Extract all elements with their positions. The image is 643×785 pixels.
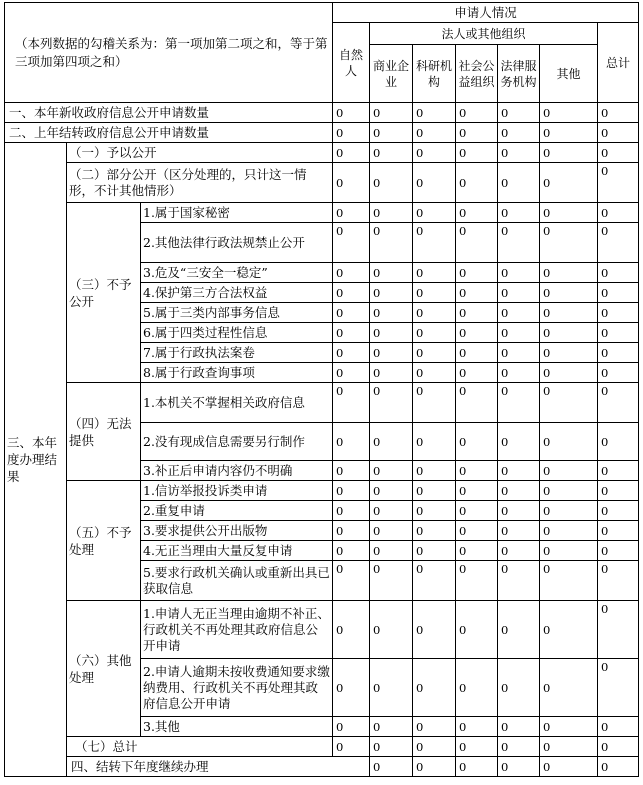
value-cell: 0 <box>456 423 498 461</box>
value-cell: 0 <box>540 521 598 541</box>
value-cell: 0 <box>540 283 598 303</box>
value-cell: 0 <box>498 737 540 757</box>
value-cell: 0 <box>540 343 598 363</box>
value-cell: 0 <box>540 461 598 481</box>
value-cell: 0 <box>540 203 598 223</box>
item-label: 2.没有现成信息需要另行制作 <box>141 423 333 461</box>
value-cell: 0 <box>370 541 413 561</box>
value-cell: 0 <box>370 263 413 283</box>
value-cell: 0 <box>456 103 498 123</box>
col-other: 其他 <box>540 45 598 103</box>
value-cell: 0 <box>456 717 498 737</box>
value-cell: 0 <box>413 363 456 383</box>
item-label: 1.本机关不掌握相关政府信息 <box>141 383 333 423</box>
value-cell: 0 <box>598 737 639 757</box>
value-cell: 0 <box>370 303 413 323</box>
value-cell: 0 <box>413 461 456 481</box>
value-cell: 0 <box>498 481 540 501</box>
value-cell: 0 <box>498 203 540 223</box>
value-cell: 0 <box>333 263 370 283</box>
value-cell: 0 <box>498 501 540 521</box>
value-cell: 0 <box>370 737 413 757</box>
value-cell: 0 <box>598 283 639 303</box>
value-cell: 0 <box>456 343 498 363</box>
value-cell: 0 <box>598 143 639 163</box>
value-cell: 0 <box>598 659 639 717</box>
value-cell: 0 <box>540 123 598 143</box>
value-cell: 0 <box>413 717 456 737</box>
value-cell: 0 <box>413 541 456 561</box>
value-cell: 0 <box>498 123 540 143</box>
row-label: 二、上年结转政府信息公开申请数量 <box>5 123 333 143</box>
value-cell: 0 <box>456 461 498 481</box>
value-cell: 0 <box>413 601 456 659</box>
value-cell: 0 <box>540 541 598 561</box>
value-cell: 0 <box>333 481 370 501</box>
value-cell: 0 <box>413 143 456 163</box>
value-cell: 0 <box>498 143 540 163</box>
value-cell: 0 <box>498 659 540 717</box>
value-cell: 0 <box>540 163 598 203</box>
value-cell: 0 <box>498 757 540 777</box>
value-cell: 0 <box>598 481 639 501</box>
value-cell: 0 <box>540 757 598 777</box>
group-2-label: （二）部分公开（区分处理的，只计这一情形，不计其他情形） <box>67 163 333 203</box>
value-cell: 0 <box>370 163 413 203</box>
value-cell: 0 <box>598 717 639 737</box>
value-cell: 0 <box>456 143 498 163</box>
value-cell: 0 <box>498 383 540 423</box>
value-cell: 0 <box>333 163 370 203</box>
value-cell: 0 <box>456 737 498 757</box>
value-cell: 0 <box>370 223 413 263</box>
value-cell: 0 <box>598 757 639 777</box>
value-cell: 0 <box>498 323 540 343</box>
value-cell: 0 <box>413 123 456 143</box>
col-natural-person: 自然人 <box>333 23 370 103</box>
value-cell: 0 <box>333 561 370 601</box>
value-cell: 0 <box>413 737 456 757</box>
value-cell: 0 <box>598 501 639 521</box>
group-4-label: （四）无法提供 <box>67 383 141 481</box>
value-cell: 0 <box>370 363 413 383</box>
statistics-table <box>4 2 639 777</box>
value-cell: 0 <box>413 343 456 363</box>
value-cell: 0 <box>456 163 498 203</box>
value-cell: 0 <box>498 363 540 383</box>
value-cell: 0 <box>598 461 639 481</box>
value-cell: 0 <box>598 103 639 123</box>
value-cell: 0 <box>333 343 370 363</box>
value-cell: 0 <box>370 757 413 777</box>
value-cell: 0 <box>333 303 370 323</box>
value-cell: 0 <box>413 561 456 601</box>
value-cell: 0 <box>598 323 639 343</box>
value-cell: 0 <box>540 223 598 263</box>
value-cell: 0 <box>370 103 413 123</box>
value-cell: 0 <box>456 601 498 659</box>
value-cell: 0 <box>370 203 413 223</box>
value-cell: 0 <box>333 423 370 461</box>
value-cell: 0 <box>413 383 456 423</box>
col-public-welfare: 社会公益组织 <box>456 45 498 103</box>
applicant-situation-header: 申请人情况 <box>333 3 639 23</box>
value-cell: 0 <box>333 717 370 737</box>
item-label: 5.属于三类内部事务信息 <box>141 303 333 323</box>
value-cell: 0 <box>540 103 598 123</box>
value-cell: 0 <box>540 737 598 757</box>
value-cell: 0 <box>540 717 598 737</box>
value-cell: 0 <box>540 501 598 521</box>
value-cell: 0 <box>498 461 540 481</box>
value-cell: 0 <box>540 363 598 383</box>
value-cell: 0 <box>413 303 456 323</box>
value-cell: 0 <box>456 363 498 383</box>
value-cell: 0 <box>456 283 498 303</box>
item-label: 2.申请人逾期未按收费通知要求缴纳费用、行政机关不再处理其政府信息公开申请 <box>141 659 333 717</box>
value-cell: 0 <box>456 263 498 283</box>
value-cell: 0 <box>370 521 413 541</box>
item-label: 3.危及“三安全一稳定” <box>141 263 333 283</box>
value-cell: 0 <box>370 561 413 601</box>
value-cell: 0 <box>456 223 498 263</box>
value-cell: 0 <box>333 223 370 263</box>
value-cell: 0 <box>540 323 598 343</box>
value-cell: 0 <box>498 263 540 283</box>
value-cell: 0 <box>498 423 540 461</box>
value-cell: 0 <box>413 757 456 777</box>
value-cell: 0 <box>456 123 498 143</box>
value-cell: 0 <box>456 659 498 717</box>
value-cell: 0 <box>598 601 639 659</box>
item-label: 4.无正当理由大量反复申请 <box>141 541 333 561</box>
value-cell: 0 <box>498 343 540 363</box>
value-cell: 0 <box>333 363 370 383</box>
value-cell: 0 <box>413 323 456 343</box>
value-cell: 0 <box>456 541 498 561</box>
value-cell: 0 <box>540 143 598 163</box>
value-cell: 0 <box>333 521 370 541</box>
value-cell: 0 <box>540 263 598 283</box>
value-cell: 0 <box>540 303 598 323</box>
value-cell: 0 <box>498 561 540 601</box>
item-label: 5.要求行政机关确认或重新出具已获取信息 <box>141 561 333 601</box>
value-cell: 0 <box>333 383 370 423</box>
value-cell: 0 <box>370 601 413 659</box>
value-cell: 0 <box>413 501 456 521</box>
value-cell: 0 <box>413 481 456 501</box>
value-cell: 0 <box>456 323 498 343</box>
value-cell: 0 <box>598 263 639 283</box>
value-cell: 0 <box>413 283 456 303</box>
value-cell: 0 <box>370 143 413 163</box>
value-cell: 0 <box>540 601 598 659</box>
value-cell: 0 <box>598 203 639 223</box>
value-cell: 0 <box>370 423 413 461</box>
item-label: 8.属于行政查询事项 <box>141 363 333 383</box>
value-cell: 0 <box>370 717 413 737</box>
value-cell: 0 <box>498 521 540 541</box>
value-cell: 0 <box>498 283 540 303</box>
value-cell: 0 <box>540 481 598 501</box>
legal-org-header: 法人或其他组织 <box>370 23 598 45</box>
value-cell: 0 <box>540 561 598 601</box>
value-cell: 0 <box>333 541 370 561</box>
item-label: 1.申请人无正当理由逾期不补正、行政机关不再处理其政府信息公开申请 <box>141 601 333 659</box>
value-cell: 0 <box>333 601 370 659</box>
item-label: 7.属于行政执法案卷 <box>141 343 333 363</box>
value-cell: 0 <box>370 283 413 303</box>
value-cell: 0 <box>598 423 639 461</box>
item-label: 6.属于四类过程性信息 <box>141 323 333 343</box>
col-research: 科研机构 <box>413 45 456 103</box>
value-cell: 0 <box>370 501 413 521</box>
group-1-label: （一）予以公开 <box>67 143 333 163</box>
value-cell: 0 <box>413 423 456 461</box>
value-cell: 0 <box>456 757 498 777</box>
row-label: 四、结转下年度继续办理 <box>67 757 370 777</box>
value-cell: 0 <box>598 123 639 143</box>
value-cell: 0 <box>498 163 540 203</box>
value-cell: 0 <box>598 521 639 541</box>
item-label: 2.重复申请 <box>141 501 333 521</box>
value-cell: 0 <box>413 521 456 541</box>
group-5-label: （五）不予处理 <box>67 481 141 601</box>
value-cell: 0 <box>456 481 498 501</box>
value-cell: 0 <box>456 203 498 223</box>
value-cell: 0 <box>413 163 456 203</box>
value-cell: 0 <box>540 659 598 717</box>
item-label: 1.信访举报投诉类申请 <box>141 481 333 501</box>
value-cell: 0 <box>498 223 540 263</box>
group-7-label: （七）总计 <box>67 737 333 757</box>
value-cell: 0 <box>598 343 639 363</box>
col-legal-service: 法律服务机构 <box>498 45 540 103</box>
row-label: 一、本年新收政府信息公开申请数量 <box>5 103 333 123</box>
section-3-label: 三、本年度办理结果 <box>5 143 67 777</box>
value-cell: 0 <box>498 541 540 561</box>
value-cell: 0 <box>370 481 413 501</box>
value-cell: 0 <box>540 383 598 423</box>
group-6-label: （六）其他处理 <box>67 601 141 737</box>
value-cell: 0 <box>370 461 413 481</box>
value-cell: 0 <box>333 461 370 481</box>
value-cell: 0 <box>413 223 456 263</box>
value-cell: 0 <box>333 123 370 143</box>
value-cell: 0 <box>413 203 456 223</box>
value-cell: 0 <box>598 303 639 323</box>
value-cell: 0 <box>598 223 639 263</box>
value-cell: 0 <box>456 521 498 541</box>
value-cell: 0 <box>540 423 598 461</box>
item-label: 1.属于国家秘密 <box>141 203 333 223</box>
value-cell: 0 <box>598 163 639 203</box>
value-cell: 0 <box>370 659 413 717</box>
value-cell: 0 <box>333 323 370 343</box>
value-cell: 0 <box>598 541 639 561</box>
value-cell: 0 <box>413 659 456 717</box>
item-label: 3.其他 <box>141 717 333 737</box>
value-cell: 0 <box>370 123 413 143</box>
note-cell: （本列数据的勾稽关系为：第一项加第二项之和，等于第三项加第四项之和） <box>5 3 333 103</box>
value-cell: 0 <box>413 103 456 123</box>
item-label: 4.保护第三方合法权益 <box>141 283 333 303</box>
value-cell: 0 <box>456 383 498 423</box>
value-cell: 0 <box>333 283 370 303</box>
value-cell: 0 <box>456 501 498 521</box>
item-label: 2.其他法律行政法规禁止公开 <box>141 223 333 263</box>
value-cell: 0 <box>498 717 540 737</box>
value-cell: 0 <box>333 659 370 717</box>
value-cell: 0 <box>370 383 413 423</box>
value-cell: 0 <box>456 561 498 601</box>
value-cell: 0 <box>333 501 370 521</box>
value-cell: 0 <box>498 303 540 323</box>
value-cell: 0 <box>370 343 413 363</box>
col-commercial: 商业企业 <box>370 45 413 103</box>
value-cell: 0 <box>333 103 370 123</box>
item-label: 3.要求提供公开出版物 <box>141 521 333 541</box>
value-cell: 0 <box>498 601 540 659</box>
value-cell: 0 <box>333 143 370 163</box>
item-label: 3.补正后申请内容仍不明确 <box>141 461 333 481</box>
value-cell: 0 <box>413 263 456 283</box>
col-total: 总计 <box>598 23 639 103</box>
value-cell: 0 <box>498 103 540 123</box>
group-3-label: （三）不予公开 <box>67 203 141 383</box>
value-cell: 0 <box>456 303 498 323</box>
value-cell: 0 <box>370 323 413 343</box>
value-cell: 0 <box>333 203 370 223</box>
value-cell: 0 <box>598 363 639 383</box>
value-cell: 0 <box>598 561 639 601</box>
value-cell: 0 <box>598 383 639 423</box>
value-cell: 0 <box>333 737 370 757</box>
